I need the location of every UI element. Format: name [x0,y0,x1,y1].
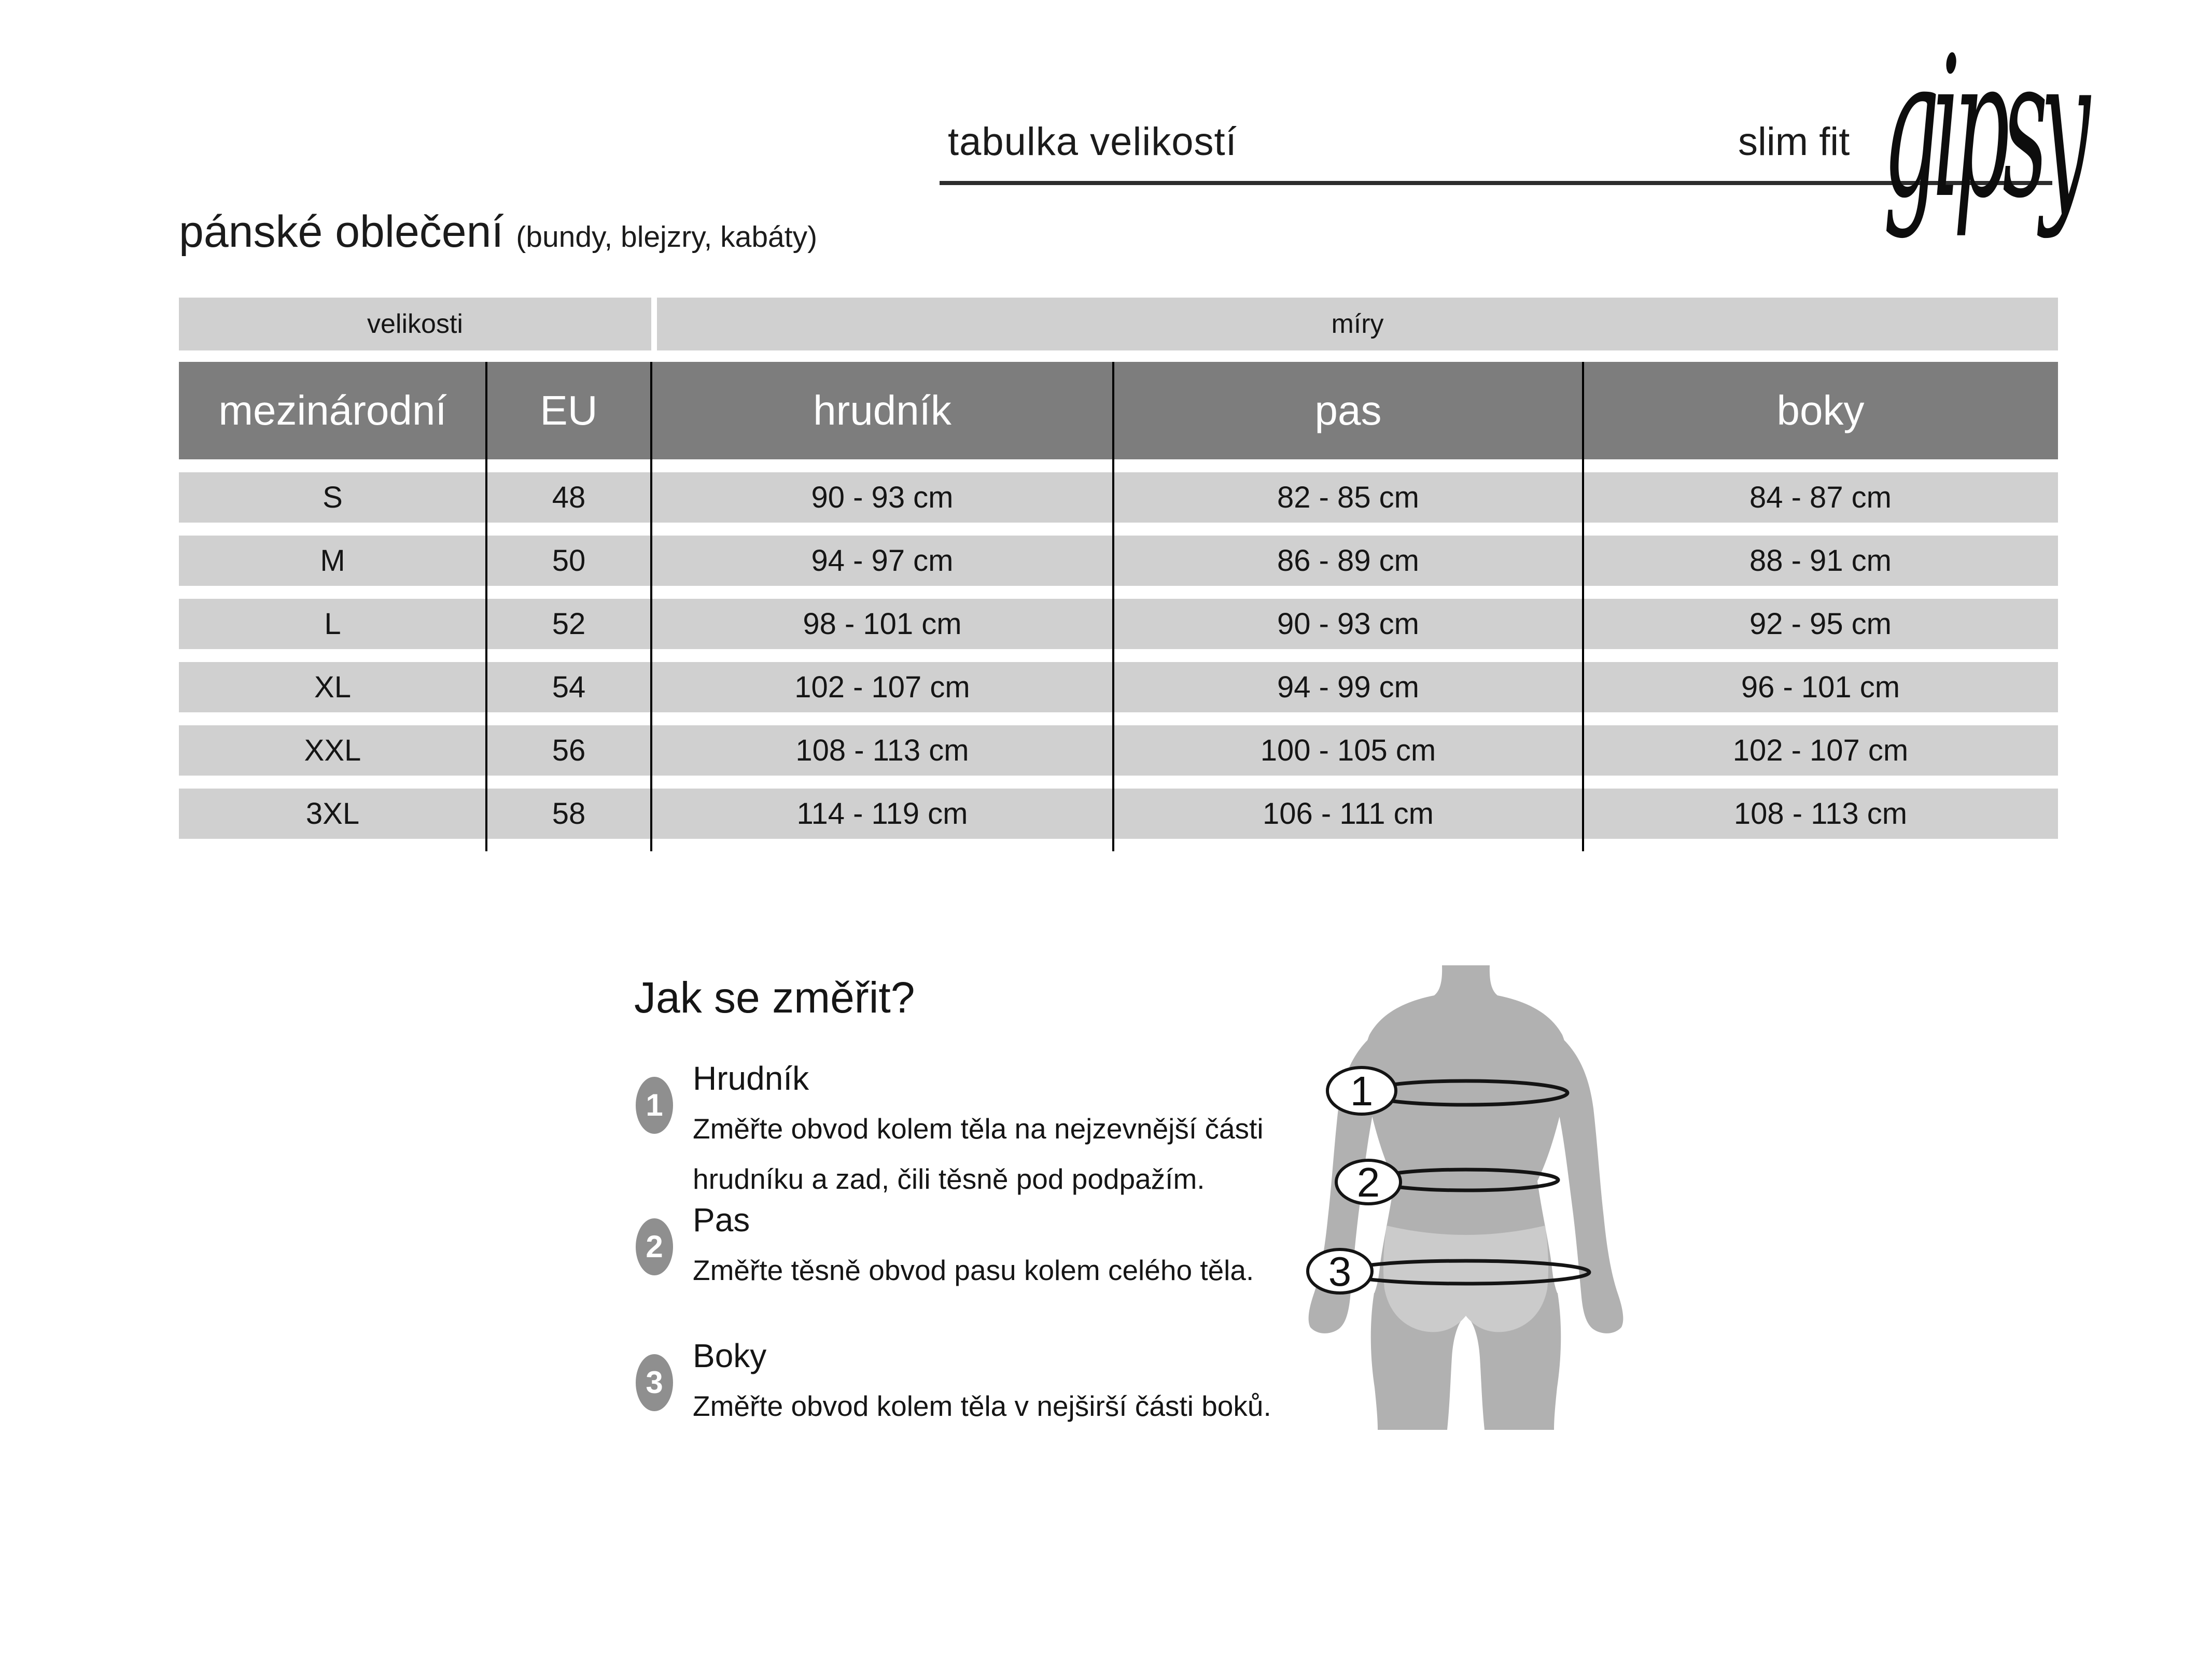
table-row [179,789,2058,839]
measure-item-body [693,1337,1271,1431]
measure-item-desc: Změřte obvod kolem těla na nejzevnější části hrudníku a zad, čili těsně pod podpažím. [693,1113,1264,1195]
table-cell: 102 - 107 cm [1732,734,1909,767]
table-cell: 3XL [305,797,360,831]
howto-title: Jak se změřit? [634,973,915,1022]
step-2-badge [636,1218,673,1275]
table-cell: S [323,481,343,514]
column-divider [485,362,487,851]
table-cell: 82 - 85 cm [1277,481,1419,514]
column-header-waist: pas [1314,387,1382,433]
measure-item-title: Boky [693,1337,767,1374]
table-cell: L [324,607,341,641]
measure-item-body [693,1059,1264,1204]
brand-logo [1881,15,2099,304]
table-cell: M [320,544,345,578]
brand-logo-text: gipsy [1883,15,2083,241]
section-title-sub: (bundy, blejzry, kabáty) [516,220,818,254]
table-cell: 52 [552,607,586,641]
table-cell: 94 - 99 cm [1277,670,1419,704]
size-table [179,298,2058,857]
measure-item-title: Hrudník [693,1060,809,1097]
table-header-row [179,362,2058,459]
table-row [179,536,2058,586]
step-2-number: 2 [646,1229,663,1264]
table-cell: 90 - 93 cm [1277,607,1419,641]
measure-item-body [693,1201,1254,1296]
table-cell: 102 - 107 cm [794,670,970,704]
column-divider [1582,362,1584,851]
column-header-eu: EU [540,387,598,433]
figure-badge-1-number: 1 [1350,1068,1374,1114]
figure-badge-3-number: 3 [1328,1248,1352,1295]
figure-badge-2-number: 2 [1356,1159,1380,1205]
group-header-sizes: velikosti [179,298,651,350]
table-row [179,725,2058,776]
fit-label: slim fit [1738,120,1850,164]
briefs-shape [1383,1226,1548,1332]
body-measurement-diagram [1294,957,1626,1430]
table-cell: 56 [552,734,586,767]
table-row [179,472,2058,523]
section-title [179,206,817,258]
measure-item-waist [636,1201,1254,1296]
column-header-international: mezinárodní [218,387,447,433]
section-title-main: pánské oblečení [179,207,504,257]
measure-item-hips [636,1337,1271,1431]
table-cell: 50 [552,544,586,578]
column-header-hips: boky [1776,387,1865,433]
step-3-badge [636,1354,673,1411]
table-cell: 54 [552,670,586,704]
table-cell: 94 - 97 cm [811,544,954,578]
column-divider [650,362,652,851]
table-cell: 98 - 101 cm [803,607,962,641]
table-cell: 108 - 113 cm [795,734,969,767]
column-header-chest: hrudník [813,387,951,433]
table-cell: 84 - 87 cm [1749,481,1892,514]
step-3-number: 3 [646,1365,663,1400]
table-cell: 88 - 91 cm [1749,544,1892,578]
table-cell: 86 - 89 cm [1277,544,1419,578]
table-cell: 90 - 93 cm [811,481,954,514]
table-cell: 108 - 113 cm [1733,797,1908,831]
measure-item-desc: Změřte těsně obvod pasu kolem celého těla. [693,1254,1254,1286]
table-cell: 58 [552,797,586,831]
page-title: tabulka velikostí [948,120,1237,164]
step-1-number: 1 [646,1088,663,1122]
table-row [179,662,2058,712]
table-cell: 48 [552,481,586,514]
group-header-measures: míry [657,298,2058,350]
table-cell: 114 - 119 cm [796,797,968,831]
table-row [179,599,2058,649]
measure-item-title: Pas [693,1201,750,1239]
table-cell: 106 - 111 cm [1263,797,1434,831]
step-1-badge [636,1077,673,1134]
table-cell: XL [314,670,351,704]
table-cell: XXL [304,734,361,767]
table-cell: 92 - 95 cm [1749,607,1892,641]
column-divider [1112,362,1114,851]
measure-item-chest [636,1059,1264,1204]
table-cell: 100 - 105 cm [1260,734,1436,767]
table-cell: 96 - 101 cm [1741,670,1900,704]
measure-item-desc: Změřte obvod kolem těla v nejširší části boků. [693,1390,1271,1422]
